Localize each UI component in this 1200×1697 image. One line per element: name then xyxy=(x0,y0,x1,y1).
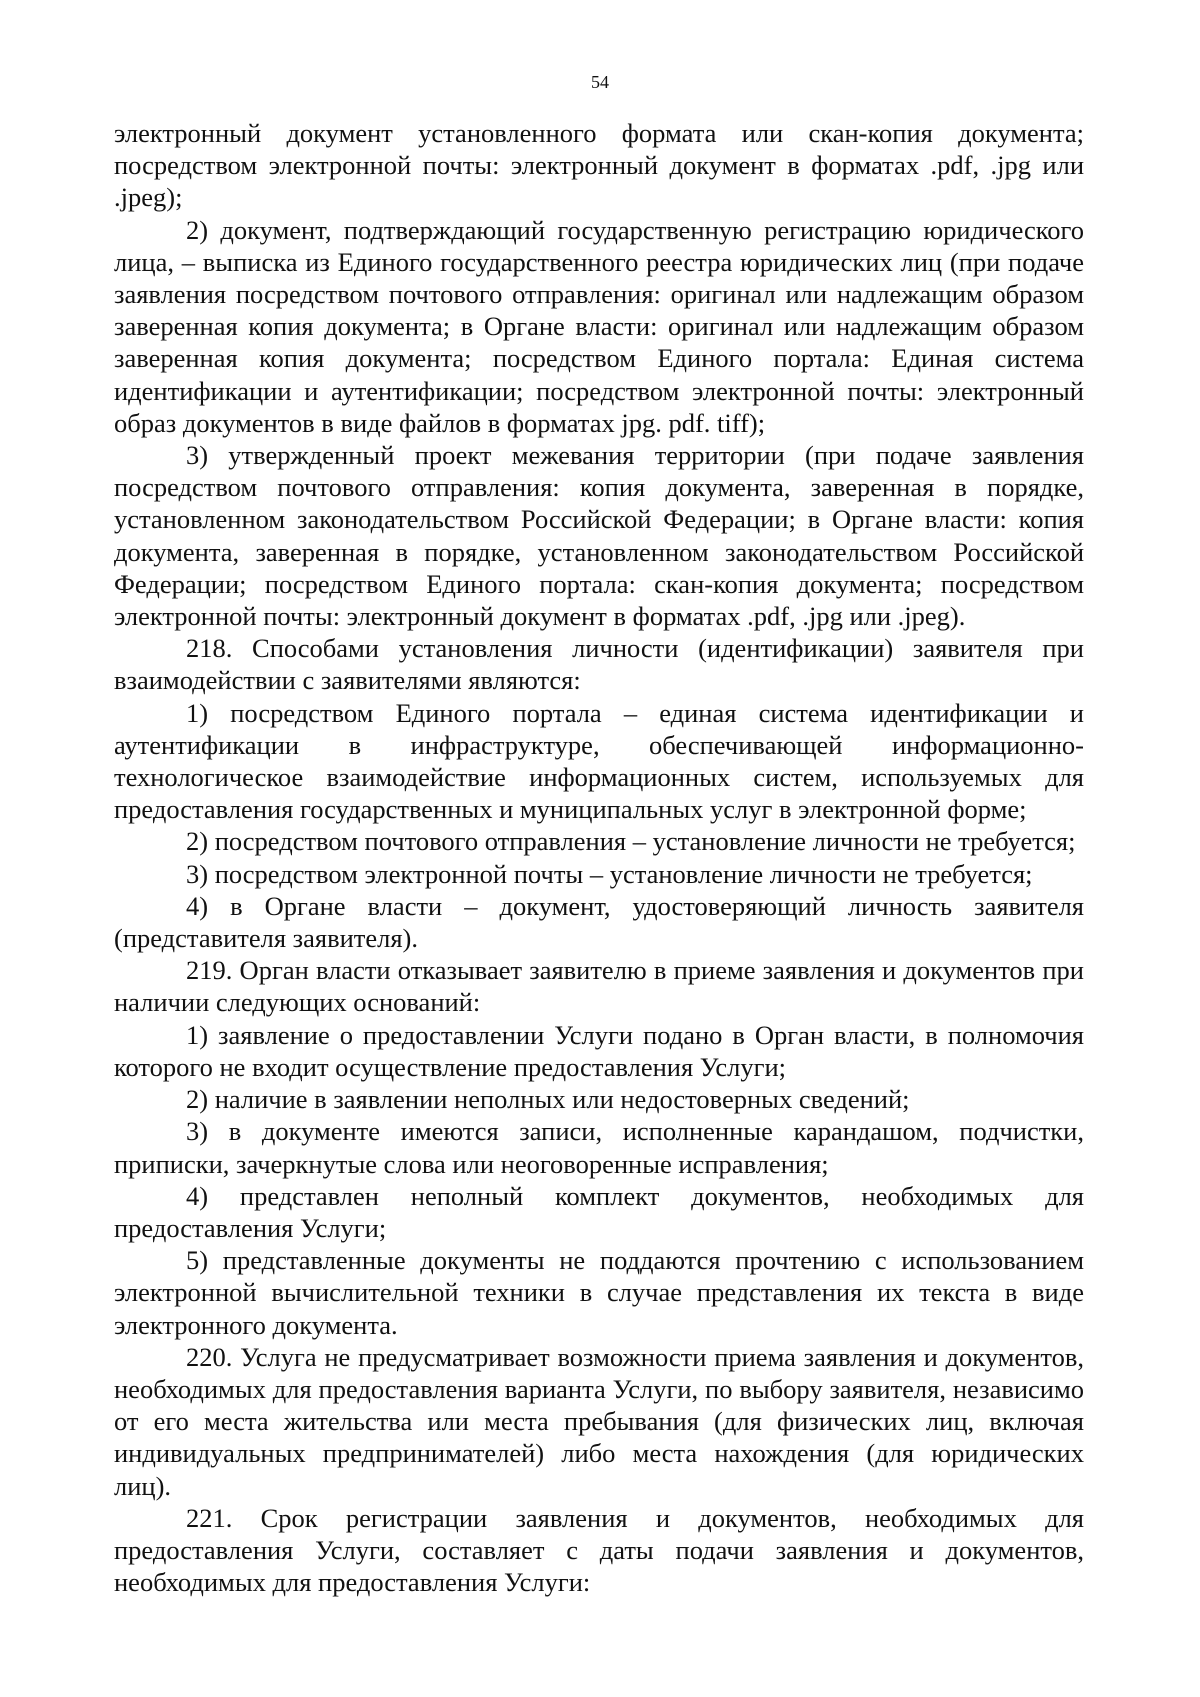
paragraph-221: 221. Срок регистрации заявления и документов, необходимых для предоставления Услуги, составляет с даты подачи заявления и документов, необходимых для предоставления Услуги: xyxy=(114,1502,1084,1598)
paragraph-218-item-2: 2) посредством почтового отправления – установление личности не требуется; xyxy=(186,826,1076,857)
paragraph-219-item-3: 3) в документе имеются записи, исполненные карандашом, подчистки, приписки, зачеркнутые слова или неоговоренные исправления; xyxy=(114,1116,1084,1179)
paragraph-219-refusal-grounds: 219. Орган власти отказывает заявителю в приеме заявления и документов при наличии следующих оснований: xyxy=(114,955,1084,1018)
document-body xyxy=(114,117,1084,1598)
paragraph-219-item-1: 1) заявление о предоставлении Услуги подано в Орган власти, в полномочия которого не входит осуществление предоставления Услуги; xyxy=(114,1019,1084,1082)
paragraph-219-item-2: 2) наличие в заявлении неполных или недостоверных сведений; xyxy=(186,1084,910,1115)
paragraph-220: 220. Услуга не предусматривает возможности приема заявления и документов, необходимых для предоставления варианта Услуги, по выбору заявителя, независимо от его места жительства или места пребывания (для физических лиц, включая индивидуальных предпринимателей) либо места нахождения (для юридических лиц). xyxy=(114,1341,1084,1501)
paragraph-218-item-1: 1) посредством Единого портала – единая система идентификации и аутентификации в инфраструктуре, обеспечивающей информационно-технологическое взаимодействие информационных систем, используемых для предоставления государственных и муниципальных услуг в электронной форме; xyxy=(114,697,1084,825)
paragraph-item-2-egrul-extract: 2) документ, подтверждающий государственную регистрацию юридического лица, – выписка из Единого государственного реестра юридических лиц (при подаче заявления посредством почтового отправления: оригинал или надлежащим образом заверенная копия документа; в Органе власти: оригинал или надлежащим образом заверенная копия документа; посредством Единого портала: Единая система идентификации и аутентификации; посредством электронной почты: электронный образ документов в виде файлов в форматах jpg. pdf. tiff); xyxy=(114,214,1084,438)
paragraph-218-item-3: 3) посредством электронной почты – установление личности не требуется; xyxy=(186,858,1033,889)
paragraph-continuation: электронный документ установленного формата или скан-копия документа; посредством электронной почты: электронный документ в форматах .pdf, .jpg или .jpeg); xyxy=(114,118,1084,213)
paragraph-219-item-5: 5) представленные документы не поддаются прочтению с использованием электронной вычислительной техники в случае представления их текста в виде электронного документа. xyxy=(114,1245,1084,1340)
paragraph-219-item-4: 4) представлен неполный комплект документов, необходимых для предоставления Услуги; xyxy=(114,1180,1084,1243)
paragraph-218-identification-methods: 218. Способами установления личности (идентификации) заявителя при взаимодействии с заявителями являются: xyxy=(114,633,1084,696)
page-number: 54 xyxy=(591,72,609,92)
paragraph-item-3-survey-project: 3) утвержденный проект межевания территории (при подаче заявления посредством почтового отправления: копия документа, заверенная в порядке, установленном законодательством Российской Федерации; в Органе власти: копия документа, заверенная в порядке, установленном законодательством Российской Федерации; посредством Единого портала: скан-копия документа; посредством электронной почты: электронный документ в форматах .pdf, .jpg или .jpeg). xyxy=(114,440,1084,632)
paragraph-218-item-4: 4) в Органе власти – документ, удостоверяющий личность заявителя (представителя заявителя). xyxy=(114,890,1084,954)
